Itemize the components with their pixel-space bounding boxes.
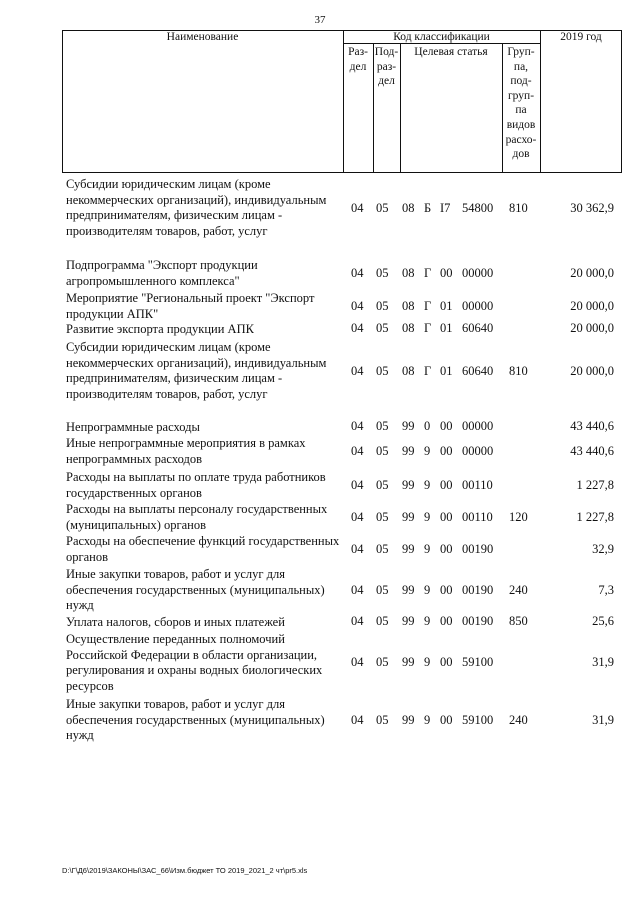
direction-cell: 00190	[462, 542, 494, 556]
amount-cell: 43 440,6	[570, 419, 614, 433]
direction-cell: 60640	[462, 321, 494, 335]
subsection-cell: 05	[376, 444, 389, 458]
header-target: Целевая статья	[414, 46, 488, 58]
direction-cell: 60640	[462, 364, 494, 378]
amount-cell: 1 227,8	[576, 510, 614, 524]
row-name: Мероприятие "Региональный проект "Экспорт продукции АПК"	[66, 291, 315, 321]
subsection-cell: 05	[376, 478, 389, 492]
subprogram-cell: 9	[424, 614, 431, 628]
expense-type-cell: 810	[509, 364, 528, 378]
subprogram-cell: 9	[424, 583, 431, 597]
subprogram-cell: 0	[424, 419, 431, 433]
amount-cell: 20 000,0	[570, 266, 614, 280]
section-cell: 04	[351, 201, 364, 215]
program-cell: 99	[402, 542, 415, 556]
row-name: Развитие экспорта продукции АПК	[66, 322, 254, 336]
section-cell: 04	[351, 655, 364, 669]
row-name: Непрограммные расходы	[66, 420, 200, 434]
row-name: Расходы на выплаты персоналу государственных (муниципальных) органов	[66, 502, 328, 532]
amount-cell: 7,3	[598, 583, 614, 597]
amount-cell: 31,9	[592, 713, 614, 727]
subprogram-cell: 9	[424, 542, 431, 556]
direction-cell: 00110	[462, 510, 493, 524]
subsection-cell: 05	[376, 299, 389, 313]
event-cell: I7	[440, 201, 451, 215]
subsection-cell: 05	[376, 583, 389, 597]
subprogram-cell: Г	[424, 299, 432, 313]
program-cell: 99	[402, 583, 415, 597]
header-name: Наименование	[166, 31, 239, 43]
subprogram-cell: Б	[424, 201, 432, 215]
expense-type-cell: 850	[509, 614, 528, 628]
subprogram-cell: 9	[424, 444, 431, 458]
row-name: Расходы на обеспечение функций государственных органов	[66, 534, 340, 564]
header-section: Раз- дел	[348, 46, 368, 73]
subprogram-cell: Г	[424, 364, 432, 378]
event-cell: 00	[440, 510, 453, 524]
program-cell: 08	[402, 201, 415, 215]
expense-type-cell: 120	[509, 510, 528, 524]
page-number: 37	[314, 14, 326, 26]
expense-type-cell: 810	[509, 201, 528, 215]
expense-type-cell: 240	[509, 713, 528, 727]
event-cell: 00	[440, 713, 453, 727]
direction-cell: 59100	[462, 655, 494, 669]
section-cell: 04	[351, 478, 364, 492]
section-cell: 04	[351, 542, 364, 556]
header-subsection: Под- раз- дел	[374, 46, 399, 88]
direction-cell: 00000	[462, 299, 494, 313]
subsection-cell: 05	[376, 266, 389, 280]
program-cell: 99	[402, 478, 415, 492]
program-cell: 99	[402, 655, 415, 669]
subsection-cell: 05	[376, 542, 389, 556]
subsection-cell: 05	[376, 321, 389, 335]
amount-cell: 1 227,8	[576, 478, 614, 492]
amount-cell: 30 362,9	[570, 201, 614, 215]
row-name: Субсидии юридическим лицам (кроме некоммерческих организаций), индивидуальным предпринимателям, физическим лицам - производителям товаров, работ, услуг	[66, 340, 327, 401]
event-cell: 00	[440, 583, 453, 597]
subsection-cell: 05	[376, 510, 389, 524]
section-cell: 04	[351, 510, 364, 524]
event-cell: 00	[440, 478, 453, 492]
direction-cell: 54800	[462, 201, 494, 215]
amount-cell: 25,6	[592, 614, 614, 628]
program-cell: 08	[402, 266, 415, 280]
section-cell: 04	[351, 583, 364, 597]
direction-cell: 00000	[462, 266, 494, 280]
amount-cell: 43 440,6	[570, 444, 614, 458]
program-cell: 99	[402, 444, 415, 458]
section-cell: 04	[351, 614, 364, 628]
subsection-cell: 05	[376, 713, 389, 727]
section-cell: 04	[351, 364, 364, 378]
direction-cell: 00190	[462, 583, 494, 597]
subprogram-cell: 9	[424, 713, 431, 727]
header-group: Груп- па, под- груп- па видов расхо- дов	[505, 46, 537, 161]
event-cell: 01	[440, 299, 453, 313]
event-cell: 00	[440, 614, 453, 628]
event-cell: 01	[440, 321, 453, 335]
subsection-cell: 05	[376, 364, 389, 378]
subsection-cell: 05	[376, 614, 389, 628]
amount-cell: 32,9	[592, 542, 614, 556]
program-cell: 99	[402, 419, 415, 433]
section-cell: 04	[351, 713, 364, 727]
subprogram-cell: Г	[424, 321, 432, 335]
row-name: Уплата налогов, сборов и иных платежей	[66, 615, 285, 629]
section-cell: 04	[351, 299, 364, 313]
row-name: Осуществление переданных полномочий Российской Федерации в области организации, регулирования и охраны водных биологических ресурсов	[66, 632, 323, 693]
program-cell: 08	[402, 321, 415, 335]
direction-cell: 59100	[462, 713, 494, 727]
section-cell: 04	[351, 444, 364, 458]
row-name: Субсидии юридическим лицам (кроме некоммерческих организаций), индивидуальным предпринимателям, физическим лицам - производителям товаров, работ, услуг	[66, 177, 327, 238]
row-name: Иные закупки товаров, работ и услуг для обеспечения государственных (муниципальных) нужд	[66, 567, 325, 612]
direction-cell: 00000	[462, 419, 494, 433]
program-cell: 99	[402, 510, 415, 524]
row-name: Иные непрограммные мероприятия в рамках непрограммных расходов	[66, 436, 306, 466]
direction-cell: 00110	[462, 478, 493, 492]
subprogram-cell: 9	[424, 510, 431, 524]
row-name: Подпрограмма "Экспорт продукции агропромышленного комплекса"	[66, 258, 258, 288]
header-year: 2019 год	[560, 31, 602, 43]
program-cell: 99	[402, 614, 415, 628]
direction-cell: 00190	[462, 614, 494, 628]
event-cell: 00	[440, 419, 453, 433]
file-path-footer: D:\Г\Д6\2019\ЗАКОНЫ\ЗАС_66\Изм.бюджет ТО 2019_2021_2 чт\pr5.xls	[62, 866, 308, 875]
section-cell: 04	[351, 266, 364, 280]
program-cell: 08	[402, 299, 415, 313]
event-cell: 00	[440, 655, 453, 669]
section-cell: 04	[351, 321, 364, 335]
subprogram-cell: 9	[424, 478, 431, 492]
event-cell: 00	[440, 266, 453, 280]
amount-cell: 20 000,0	[570, 364, 614, 378]
subsection-cell: 05	[376, 419, 389, 433]
subsection-cell: 05	[376, 655, 389, 669]
amount-cell: 31,9	[592, 655, 614, 669]
subprogram-cell: 9	[424, 655, 431, 669]
direction-cell: 00000	[462, 444, 494, 458]
subsection-cell: 05	[376, 201, 389, 215]
row-name: Расходы на выплаты по оплате труда работников государственных органов	[66, 470, 326, 500]
subprogram-cell: Г	[424, 266, 432, 280]
section-cell: 04	[351, 419, 364, 433]
event-cell: 00	[440, 542, 453, 556]
program-cell: 99	[402, 713, 415, 727]
row-name: Иные закупки товаров, работ и услуг для обеспечения государственных (муниципальных) нужд	[66, 697, 325, 742]
expense-type-cell: 240	[509, 583, 528, 597]
event-cell: 01	[440, 364, 453, 378]
header-code-group: Код классификации	[393, 31, 490, 43]
amount-cell: 20 000,0	[570, 321, 614, 335]
amount-cell: 20 000,0	[570, 299, 614, 313]
program-cell: 08	[402, 364, 415, 378]
event-cell: 00	[440, 444, 453, 458]
